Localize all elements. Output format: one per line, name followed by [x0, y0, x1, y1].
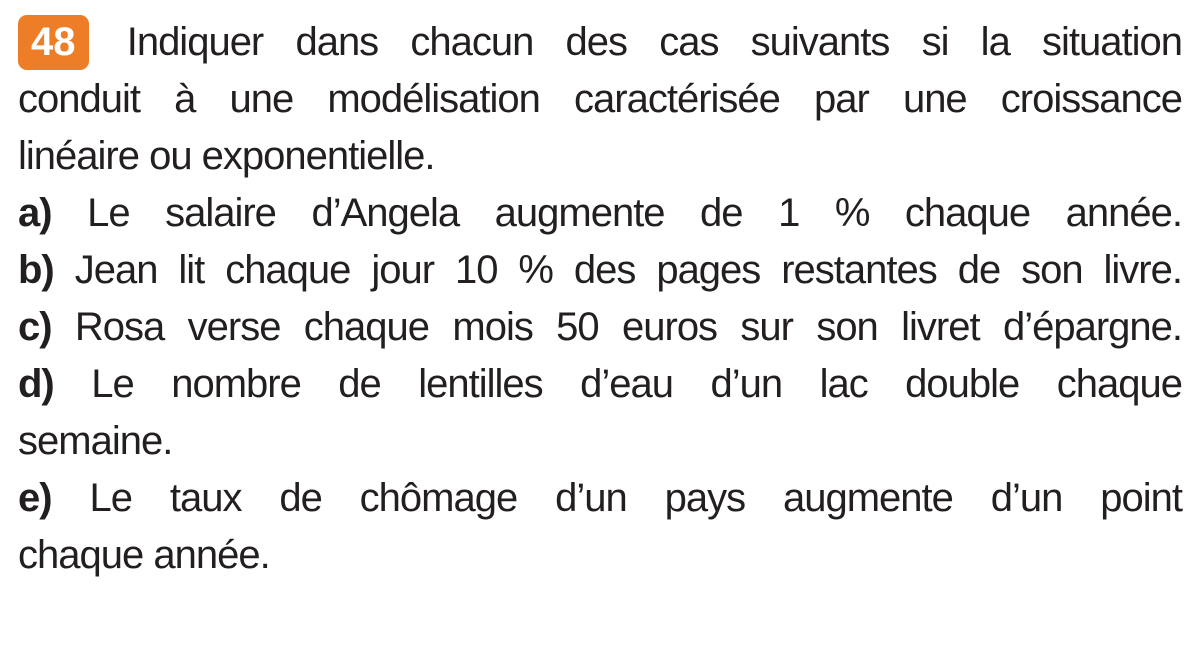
item-a-line-1 — [18, 185, 1182, 242]
intro-text-3: linéaire ou exponentielle. — [18, 134, 435, 178]
item-e-text-2: chaque année. — [18, 533, 270, 577]
item-c-text: Rosa verse chaque mois 50 euros sur son livret d’épargne. — [74, 305, 1182, 349]
item-d-text-1: Le nombre de lentilles d’eau d’un lac double chaque — [91, 362, 1183, 406]
item-d-line-1 — [18, 356, 1182, 413]
item-d-label: d) — [18, 362, 54, 406]
item-a-text: Le salaire d’Angela augmente de 1 % chaque année. — [87, 191, 1182, 235]
item-e-line-2 — [18, 527, 1182, 584]
intro-line-1 — [18, 14, 1182, 71]
item-a-label: a) — [18, 191, 52, 235]
item-e-text-1: Le taux de chômage d’un pays augmente d’un point — [89, 476, 1183, 520]
intro-line-3 — [18, 128, 1182, 185]
item-b-text: Jean lit chaque jour 10 % des pages restantes de son livre. — [74, 248, 1182, 292]
item-b-label: b) — [18, 248, 54, 292]
intro-text-2: conduit à une modélisation caractérisée par une croissance — [18, 77, 1182, 121]
item-e-label: e) — [18, 476, 52, 520]
item-e-line-1 — [18, 470, 1182, 527]
item-c-label: c) — [18, 305, 52, 349]
exercise-number-badge: 48 — [18, 15, 89, 70]
intro-text-1: Indiquer dans chacun des cas suivants si la situation — [126, 20, 1182, 64]
item-d-line-2 — [18, 413, 1182, 470]
item-c-line-1 — [18, 299, 1182, 356]
item-d-text-2: semaine. — [18, 419, 173, 463]
item-b-line-1 — [18, 242, 1182, 299]
intro-line-2 — [18, 71, 1182, 128]
